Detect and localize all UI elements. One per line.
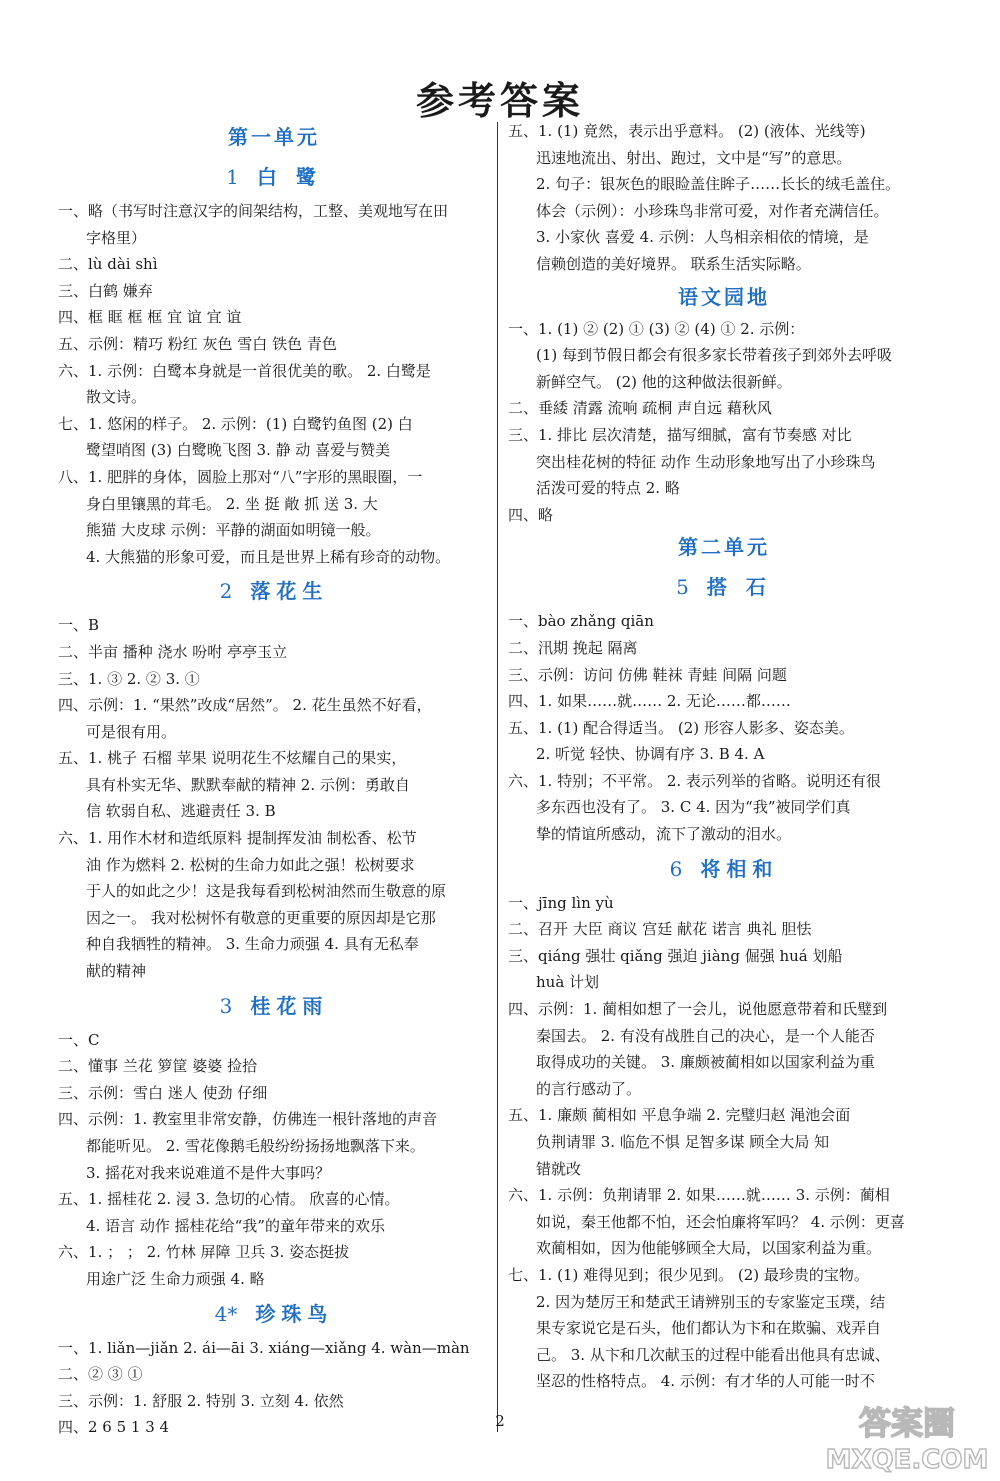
right-column — [508, 118, 940, 1395]
answer-line: 四、2 6 5 1 3 4 — [58, 1418, 170, 1437]
answer-line: 六、1. ； ； 2. 竹林 屏障 卫兵 3. 姿态挺拔 — [58, 1243, 350, 1262]
answer-line: 油 作为燃料 2. 松树的生命力如此之强！松树要求 — [86, 855, 415, 874]
answer-line: 字格里） — [86, 228, 147, 247]
answer-line: 迅速地流出、射出、跑过，文中是“写”的意思。 — [536, 148, 852, 167]
answer-line: 二、召开 大臣 商议 宫廷 献花 诺言 典礼 胆怯 — [508, 920, 812, 939]
answer-line: 七、1. (1) 难得见到；很少见到。 (2) 最珍贵的宝物。 — [508, 1265, 869, 1284]
lesson-title: 珍珠鸟 — [255, 1301, 334, 1326]
answer-line: 多东西也没有了。 3. C 4. 因为“我”被同学们真 — [536, 798, 851, 817]
answer-line: 于人的如此之少！这是我每看到松树油然而生敬意的原 — [86, 882, 447, 901]
answer-line: 具有朴实无华、默默奉献的精神 2. 示例：勇敢自 — [86, 775, 410, 794]
answer-line: 欢蔺相如，因为他能够顾全大局，以国家利益为重。 — [536, 1239, 882, 1258]
answer-line: 用途广泛 生命力顽强 4. 略 — [86, 1269, 265, 1288]
lesson-number: 3 — [219, 993, 233, 1018]
answer-line: 取得成功的关键。 3. 廉颇被蔺相如以国家利益为重 — [536, 1053, 875, 1072]
answer-line: 五、示例：精巧 粉红 灰色 雪白 铁色 青色 — [58, 334, 337, 353]
lesson-heading — [58, 156, 490, 198]
answer-line: 二、汛期 挽起 隔离 — [508, 638, 638, 657]
answer-line: 七、1. 悠闲的样子。 2. 示例：(1) 白鹭钓鱼图 (2) 白 — [58, 414, 413, 433]
page-title: 参考答案 — [415, 79, 584, 123]
answer-line: 一、C — [58, 1030, 100, 1049]
answer-line: 三、示例：访问 仿佛 鞋袜 青蛙 间隔 问题 — [508, 665, 787, 684]
answer-line: 三、1. 排比 层次清楚，描写细腻，富有节奏感 对比 — [508, 425, 852, 444]
answer-line: 错就改 — [536, 1159, 582, 1178]
answer-line: 秦国去。 2. 有没有战胜自己的决心，是一个人能否 — [536, 1026, 875, 1045]
lesson-heading — [58, 570, 490, 612]
answer-line: 2. 因为楚厉王和楚武王请辨别玉的专家鉴定玉璞，结 — [536, 1292, 886, 1311]
answer-line: 可是很有用。 — [86, 722, 177, 741]
answer-line: 身白里镶黑的茸毛。 2. 坐 挺 敞 抓 送 3. 大 — [86, 494, 378, 513]
lesson-number: 4* — [214, 1301, 238, 1326]
answer-line: 的言行感动了。 — [536, 1079, 642, 1098]
answer-line: 鹭望哨图 (3) 白鹭晚飞图 3. 静 动 喜爱与赞美 — [86, 441, 391, 460]
answer-line: 3. 摇花对我来说难道不是件大事吗？ — [86, 1163, 331, 1182]
answer-line: 四、1. 如果……就…… 2. 无论……都…… — [508, 692, 791, 711]
svg-text:答案圈: 答案圈 — [858, 1404, 956, 1442]
answer-line: 二、垂緌 清露 流响 疏桐 声自远 藉秋风 — [508, 399, 772, 418]
watermark-logo — [825, 1400, 990, 1475]
lesson-number: 1 — [226, 165, 239, 189]
answer-line: 四、示例：1. “果然”改成“居然”。 2. 花生虽然不好看， — [58, 696, 432, 715]
answer-line: 一、bào zhǎng qiān — [508, 612, 654, 631]
page-number: 2 — [495, 1412, 505, 1430]
answer-line: 四、框 眶 框 框 宜 谊 宜 谊 — [58, 308, 242, 327]
answer-line: 四、示例：1. 蔺相如想了一会儿，说他愿意带着和氏璧到 — [508, 1000, 888, 1019]
answer-line: 散文诗。 — [86, 388, 147, 407]
answer-line: 2. 句子：银灰色的眼睑盖住眸子……长长的绒毛盖住。 — [536, 175, 901, 194]
answer-line: 三、1. ③ 2. ② 3. ① — [58, 669, 200, 688]
answer-line: 体会（示例）：小珍珠鸟非常可爱，对作者充满信任。 — [536, 201, 889, 220]
lesson-heading — [508, 848, 940, 890]
answer-line: 六、1. 特别；不平常。 2. 表示列举的省略。说明还有很 — [508, 771, 881, 790]
answer-line: 一、1. liǎn—jiǎn 2. ái—āi 3. xiáng—xiǎng 4. wàn—màn — [58, 1338, 470, 1357]
lesson-title: 桂花雨 — [250, 993, 329, 1018]
answer-line: 二、半亩 播种 浇水 吩咐 亭亭玉立 — [58, 642, 288, 661]
answer-line: 五、1. 桃子 石榴 苹果 说明花生不炫耀自己的果实， — [58, 749, 407, 768]
answer-line: 二、懂事 兰花 箩筐 婆婆 捡拾 — [58, 1057, 258, 1076]
answer-line: 熊猫 大皮球 示例：平静的湖面如明镜一般。 — [86, 521, 381, 540]
answer-line: 新鲜空气。 (2) 他的这种做法很新鲜。 — [536, 372, 792, 391]
answer-line: 三、qiáng 强壮 qiǎng 强迫 jiàng 倔强 huá 划船 — [508, 946, 843, 965]
answer-line: 六、1. 示例：白鹭本身就是一首很优美的歌。 2. 白鹭是 — [58, 361, 431, 380]
answer-line: 4. 大熊猫的形象可爱，而且是世界上稀有珍奇的动物。 — [86, 547, 451, 566]
answer-line: 三、示例：雪白 迷人 使劲 仔细 — [58, 1083, 268, 1102]
left-column — [58, 118, 490, 1441]
lesson-heading — [58, 1293, 490, 1335]
answer-line: 四、略 — [508, 505, 554, 524]
answer-line: 种自我牺牲的精神。 3. 生命力顽强 4. 具有无私奉 — [86, 935, 419, 954]
lesson-number: 6 — [669, 856, 683, 881]
answer-line: 挚的情谊所感动，流下了激动的泪水。 — [536, 825, 792, 844]
unit-heading: 第一单元 — [228, 125, 320, 149]
answer-line: 一、略（书写时注意汉字的间架结构，工整、美观地写在田 — [58, 202, 449, 220]
answer-line: 信 软弱自私、逃避责任 3. B — [86, 802, 276, 821]
answer-line: 三、白鹤 嫌弃 — [58, 281, 153, 300]
answer-line: 己。 3. 从卞和几次献玉的过程中能看出他具有忠诚、 — [536, 1345, 890, 1364]
answer-line: 如说，秦王他都不怕，还会怕廉将军吗？ 4. 示例：更喜 — [536, 1212, 905, 1231]
answer-line: 坚忍的性格特点。 4. 示例：有才华的人可能一时不 — [536, 1372, 875, 1391]
svg-text:MXQE.COM: MXQE.COM — [825, 1445, 989, 1475]
answer-line: 五、1. 摇桂花 2. 浸 3. 急切的心情。 欣喜的心情。 — [58, 1190, 400, 1209]
lesson-title: 白 鹭 — [256, 165, 322, 189]
answer-line: 献的精神 — [86, 962, 147, 981]
column-divider — [497, 122, 498, 1432]
answer-line: 因之一。 我对松树怀有敬意的更重要的原因却是它那 — [86, 908, 436, 927]
answer-line: 三、示例：1. 舒服 2. 特别 3. 立刻 4. 依然 — [58, 1391, 344, 1410]
lesson-number: 2 — [219, 579, 233, 604]
answer-line: 八、1. 肥胖的身体，圆脸上那对“八”字形的黑眼圈，一 — [58, 467, 423, 486]
answer-line: 突出桂花树的特征 动作 生动形象地写出了小珍珠鸟 — [536, 452, 876, 471]
answer-line: 二、② ③ ① — [58, 1365, 143, 1384]
answer-line: 五、1. (1) 配合得适当。 (2) 形容人影多、姿态美。 — [508, 718, 854, 737]
lesson-title: 落花生 — [250, 579, 329, 604]
answer-line: 都能听见。 2. 雪花像鹅毛般纷纷扬扬地飘落下来。 — [86, 1137, 425, 1155]
answer-line: 3. 小家伙 喜爱 4. 示例：人鸟相亲相依的情境，是 — [536, 228, 869, 247]
answer-line: 活泼可爱的特点 2. 略 — [536, 479, 680, 498]
answer-line: 二、lù dài shì — [58, 255, 158, 274]
answer-line: 一、1. (1) ② (2) ① (3) ② (4) ① 2. 示例： — [508, 319, 805, 338]
answer-line: 4. 语言 动作 摇桂花给“我”的童年带来的欢乐 — [86, 1216, 385, 1235]
answer-line: 负荆请罪 3. 临危不惧 足智多谋 顾全大局 知 — [536, 1133, 830, 1151]
answer-line: 一、B — [58, 616, 100, 635]
lesson-title: 搭 石 — [706, 575, 772, 600]
answer-line: 六、1. 用作木材和造纸原料 提制挥发油 制松香、松节 — [58, 829, 417, 848]
answer-line: 四、示例：1. 教室里非常安静，仿佛连一根针落地的声音 — [58, 1110, 438, 1129]
answer-line: 一、jīng lìn yù — [508, 893, 614, 912]
answer-line: 信赖创造的美好境界。 联系生活实际略。 — [536, 254, 811, 273]
lesson-number: 5 — [676, 575, 689, 600]
answer-line: (1) 每到节假日都会有很多家长带着孩子到郊外去呼吸 — [536, 346, 893, 365]
lesson-heading — [508, 566, 940, 608]
lesson-title: 将相和 — [700, 856, 779, 881]
unit-heading: 第二单元 — [678, 535, 770, 560]
unit-heading: 语文园地 — [678, 284, 770, 309]
lesson-heading — [58, 985, 490, 1027]
answer-line: 五、1. 廉颇 蔺相如 平息争端 2. 完璧归赵 渑池会面 — [508, 1106, 851, 1125]
answer-line: huà 计划 — [536, 973, 600, 992]
answer-line: 果专家说它是石头，他们都认为卞和在欺骗、戏弄自 — [536, 1319, 882, 1338]
answer-line: 五、1. (1) 竟然，表示出乎意料。 (2) (液体、光线等) — [508, 122, 866, 140]
answer-line: 六、1. 示例：负荆请罪 2. 如果……就…… 3. 示例：蔺相 — [508, 1186, 890, 1205]
answer-line: 2. 听觉 轻快、协调有序 3. B 4. A — [536, 745, 765, 764]
